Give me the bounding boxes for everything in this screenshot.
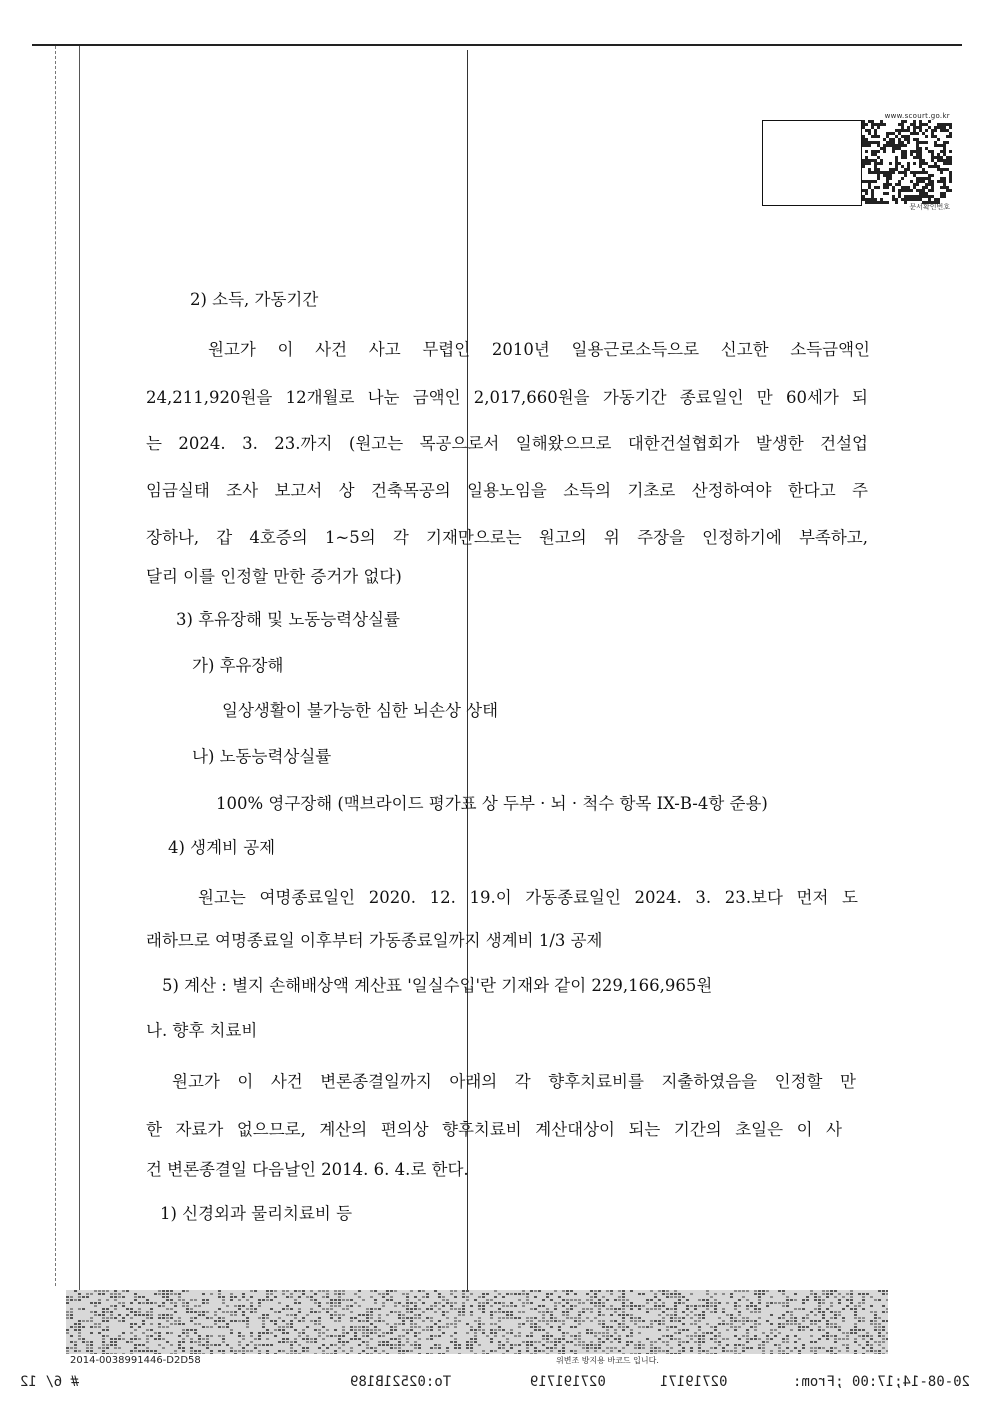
fax-mid-number: 027191719: [530, 1374, 606, 1390]
heading-living-cost: 4) 생계비 공제: [168, 838, 276, 857]
body-line: 원고가 이 사건 사고 무렵인 2010년 일용근로소득으로 신고한 소득금액인: [208, 340, 870, 359]
body-line: 일상생활이 불가능한 심한 뇌손상 상태: [222, 701, 499, 720]
top-rule: [32, 44, 962, 46]
heading-neurosurgery: 1) 신경외과 물리치료비 등: [160, 1204, 353, 1223]
body-line: 원고는 여명종료일인 2020. 12. 19.이 가동종료일인 2024. 3. 23.보다 먼저 도: [198, 888, 858, 907]
fax-from-number: 02719171: [660, 1374, 728, 1390]
body-line: 래하므로 여명종료일 이후부터 가동종료일까지 생계비 1/3 공제: [146, 931, 603, 950]
body-line: 장하나, 갑 4호증의 1~5의 각 기재만으로는 원고의 위 주장을 인정하기에 부족하고,: [146, 528, 868, 547]
verification-frame: [762, 120, 862, 206]
subheading-labor-loss: 나) 노동능력상실률: [192, 747, 332, 766]
body-line: 는 2024. 3. 23.까지 (원고는 목공으로서 일해왔으므로 대한건설협회가 발생한 건설업: [146, 434, 868, 453]
heading-future-treatment: 나. 향후 치료비: [146, 1021, 258, 1040]
left-margin-rule: [79, 46, 80, 1296]
verification-url: www.scourt.go.kr: [884, 112, 950, 120]
document-verification-box: [762, 112, 958, 212]
heading-calculation: 5) 계산 : 별지 손해배상액 계산표 '일실수입'란 기재와 같이 229,166,965원: [162, 976, 713, 995]
body-line: 24,211,920원을 12개월로 나눈 금액인 2,017,660원을 가동기간 종료일인 만 60세가 되: [146, 388, 868, 407]
fax-to-number: To:02521B189: [350, 1374, 452, 1390]
body-line: 한 자료가 없으므로, 계산의 편의상 향후치료비 계산대상이 되는 기간의 초일은 이 사: [146, 1120, 842, 1139]
body-line: 100% 영구장해 (맥브라이드 평가표 상 두부 · 뇌 · 척수 항목 IX-B-4항 준용): [216, 794, 768, 813]
scan-fold-line: [467, 50, 468, 1290]
document-code: 2014-0038991446-D2D58: [70, 1355, 201, 1366]
fax-datetime: 20-08-14;17:00 ;From:: [792, 1374, 970, 1390]
verification-code-icon: [862, 120, 952, 204]
barcode-note: 위변조 방지용 바코드 입니다.: [556, 1356, 659, 1365]
heading-income-period: 2) 소득, 가동기간: [190, 290, 319, 309]
body-line: 달리 이를 인정할 만한 증거가 없다): [146, 567, 402, 586]
body-line: 건 변론종결일 다음날인 2014. 6. 4.로 한다.: [146, 1160, 469, 1179]
fax-header-mirrored: [20, 1370, 970, 1396]
verification-caption: 문서확인번호: [909, 203, 950, 211]
left-margin-dashed-rule: [55, 46, 57, 1286]
heading-disability: 3) 후유장해 및 노동능력상실률: [176, 610, 400, 629]
anti-forgery-barcode-band: [66, 1290, 888, 1354]
body-line: 임금실태 조사 보고서 상 건축목공의 일용노임을 소득의 기초로 산정하여야 한다고 주: [146, 481, 868, 500]
fax-page-count: # 6/ 12: [20, 1374, 80, 1390]
subheading-disability: 가) 후유장해: [192, 656, 284, 675]
body-line: 원고가 이 사건 변론종결일까지 아래의 각 향후치료비를 지출하였음을 인정할 만: [172, 1072, 856, 1091]
